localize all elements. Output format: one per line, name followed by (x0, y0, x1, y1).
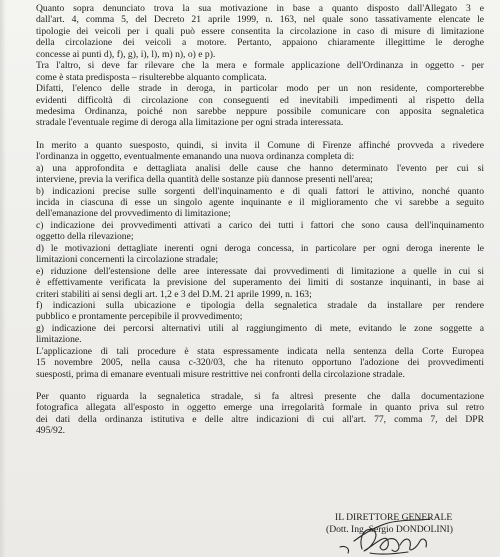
text-line: limitazione. (36, 334, 82, 346)
text-line: evidenti difficoltà di circolazione con conseguenti ed inevitabili impedimenti al rispetto della (36, 94, 484, 106)
text-line: Difatti, l'elenco delle strade in deroga, in particolar modo per un non residente, comporterebbe (36, 83, 484, 95)
list-item-b: b) indicazioni precise sulle sorgenti dell'inquinamento e di quali fattori le attivino, nonché quanto (36, 185, 484, 197)
text-line: Quanto sopra denunciato trova la sua motivazione in base a quanto disposto dall'Allegato 3 e (36, 3, 484, 14)
list-item-g: g) indicazione dei percorsi alternativi utili al raggiungimento di mete, evitando le zone soggette a (36, 322, 484, 334)
text-line: incida in ciascuna di esse un singolo agente inquinante e il miglioramento che vi sarebbe a seguito (36, 197, 484, 208)
list-item-e: e) riduzione dell'estensione delle aree interessate dai provvedimenti di limitazione a quelle in cui si (36, 265, 484, 277)
list-item-a: a) una approfondita e dettagliata analisi delle cause che hanno determinato l'evento per cui si (36, 162, 484, 174)
text-line: dei dati della ordinanza istitutiva e delle altre indicazioni di cui all'art. 77, comma 7, del DPR (36, 413, 484, 425)
text-line: dall'art. 4, comma 5, del Decreto 21 aprile 1999, n. 163, nel quale sono tassativamente elencate le (36, 14, 484, 26)
text-line: come è stata predisposta – risulterebbe alquanto complicata. (36, 71, 267, 83)
paragraph-spacer (36, 380, 484, 391)
text-line: tipologie dei veicoli per i quali può essere consentita la circolazione in caso di misure di limitazione (36, 25, 484, 37)
text-line: pubblico e prontamente percepibile il provvedimento; (36, 311, 243, 323)
text-line: oggetto della rilevazione; (36, 231, 134, 243)
list-item-c: c) indicazione dei provvedimenti attivati a carico dei tutti i fattori che sono causa dell'inquinamento (36, 219, 484, 231)
scan-edge-shadow (0, 0, 6, 557)
text-line: Per quanto riguarda la segnaletica stradale, si fa altresì presente che dalla documentazione (36, 391, 484, 402)
text-line: 15 novembre 2005, nella causa c-320/03, che ha ritenuto opportuno l'adozione dei provvedimenti (36, 357, 484, 369)
text-line: dell'emanazione del provvedimento di limitazione; (36, 208, 231, 220)
text-line: In merito a quanto suesposto, quindi, si invita il Comune di Firenze affinché provveda a rivedere (36, 139, 484, 151)
letter-body (36, 3, 484, 437)
paragraph-legal-motivation (36, 3, 484, 129)
text-line: criteri stabiliti ai sensi degli art. 1,2 e 3 del D.M. 21 aprile 1999, n. 163; (36, 288, 312, 300)
paragraph-spacer (36, 129, 484, 140)
text-line: limitazioni concernenti la circolazione stradale; (36, 254, 219, 266)
list-item-f: f) indicazioni sulla ubicazione e tipologia della segnaletica stradale da installare per rendere (36, 299, 484, 311)
text-line: fotografica allegata all'esposto in oggetto emerge una irregolarità formale in quanto priva sul retro (36, 402, 484, 414)
text-line: stradale l'eventuale regime di deroga alla limitazione per ogni strada interessata. (36, 117, 344, 129)
text-line: suesposti, prima di emanare eventuali misure restrittive nei confronti della circolazione stradale. (36, 368, 405, 380)
text-line: concesse ai punti d), f), g), i), l), m) n), o) e p). (36, 48, 216, 60)
signatory-title: IL DIRETTORE GENERALE (335, 512, 453, 523)
paragraph-signage (36, 391, 484, 437)
text-line: l'ordinanza in oggetto, eventualmente emanando una nuova ordinanza completa di: (36, 151, 355, 163)
text-line: è effettivamente verificata la previsione del superamento dei limiti di sostanze inquinanti, in base ai (36, 277, 484, 289)
text-line: 495/92. (36, 425, 66, 437)
text-line: medesima Ordinanza, poiché non sarebbe neppure possibile comunicare con apposita segnaletica (36, 105, 484, 117)
text-line: L'applicazione di tali procedure è stata espressamente indicata nella sentenza della Corte Europea (36, 345, 484, 357)
signatory-name: (Dott. Ing. Sergio DONDOLINI) (326, 524, 453, 535)
paragraph-requests (36, 140, 484, 380)
text-line: interviene, previa la verifica della quantità delle sostanze più dannose presenti nell'area; (36, 174, 373, 186)
text-line: della circolazione dei veicoli a motore. Pertanto, appaiono chiaramente illegittime le deroghe (36, 37, 484, 49)
list-item-d: d) le motivazioni dettagliate inerenti ogni deroga concessa, in particolare per ogni deroga inerente le (36, 242, 484, 254)
text-line: Tra l'altro, si deve far rilevare che la mera e formale applicazione dell'Ordinanza in oggetto - per (36, 60, 484, 72)
